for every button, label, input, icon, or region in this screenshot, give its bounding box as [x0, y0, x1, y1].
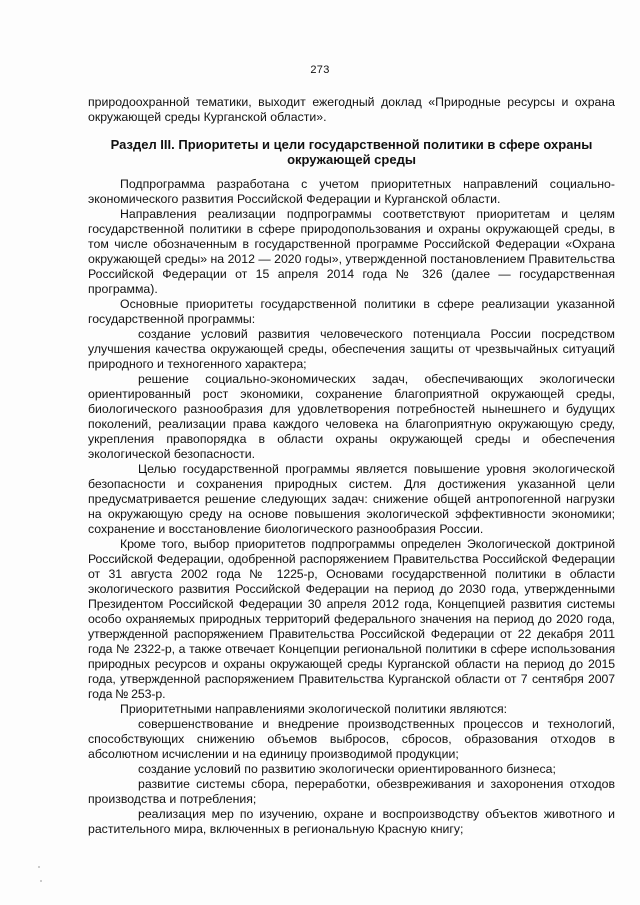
list-item-fauna-flora: реализация мер по изучению, охране и воспроизводству объектов животного и растительного мира, включенных в региональную Красную книгу;	[88, 807, 615, 836]
document-body	[88, 95, 615, 837]
page-number: 273	[310, 64, 330, 76]
list-item-human-potential: создание условий развития человеческого потенциала России посредством улучшения качества окружающей среды, обеспечения защиты от чрезвычайных ситуаций природного и техногенного характера;	[88, 327, 615, 371]
scan-speck	[40, 880, 42, 882]
paragraph-directions: Направления реализации подпрограммы соответствуют приоритетам и целям государственной политики в сфере природопользования и охраны окружающей среды, в том числе обозначенным в государственной программе Российской Федерации «Охрана окружающей среды» на 2012 — 2020 годы», утвержденной постановлением Правительства Российской Федерации от 15 апреля 2014 года № 326 (далее — государственная программа).	[88, 207, 615, 296]
paragraph-policy-directions: Приоритетными направлениями экологической политики являются:	[120, 702, 508, 716]
section-heading: Раздел III. Приоритеты и цели государственной политики в сфере охраны окружающей среды	[110, 137, 593, 167]
list-item-socio-economic: решение социально-экономических задач, обеспечивающих экологически ориентированный рост экономики, сохранение благоприятной окружающей среды, биологического разнообразия для удовлетворения потребностей нынешнего и будущих поколений, реализации права каждого человека на благоприятную окружающую среду, укрепления правопорядка в области охраны окружающей среды и обеспечения экологической безопасности.	[88, 372, 615, 461]
list-item-waste-system: развитие системы сбора, переработки, обезвреживания и захоронения отходов производства и потребления;	[88, 777, 615, 806]
list-item-eco-business: создание условий по развитию экологически ориентированного бизнеса;	[138, 762, 556, 776]
paragraph-program-goal: Целью государственной программы является повышение уровня экологической безопасности и сохранения природных систем. Для достижения указанной цели предусматривается решение следующих задач: снижение общей антропогенной нагрузки на окружающую среду на основе повышения экологической эффективности экономики; сохранение и восстановление биологического разнообразия России.	[88, 462, 615, 536]
paragraph-subprogram-basis: Подпрограмма разработана с учетом приоритетных направлений социально-экономического развития Российской Федерации и Курганской области.	[88, 177, 615, 206]
paragraph-priority-choice: Кроме того, выбор приоритетов подпрограммы определен Экологической доктриной Российской Федерации, одобренной распоряжением Правительства Российской Федерации от 31 августа 2002 года № 1225-р, Основами государственной политики в области экологического развития Российской Федерации на период до 2030 года, утвержденными Президентом Российской Федерации 30 апреля 2012 года, Концепцией развития системы особо охраняемых природных территорий федерального значения на период до 2020 года, утвержденной распоряжением Правительства Российской Федерации от 22 декабря 2011 года № 2322-р, а также отвечает Концепции региональной политики в сфере использования природных ресурсов и охраны окружающей среды Курганской области на период до 2015 года, утвержденной распоряжением Правительства Курганской области от 7 сентября 2007 года № 253-р.	[88, 537, 615, 701]
scan-speck	[38, 866, 40, 868]
paragraph-continuation: природоохранной тематики, выходит ежегодный доклад «Природные ресурсы и охрана окружающей среды Курганской области».	[88, 95, 615, 124]
list-item-technologies: совершенствование и внедрение производственных процессов и технологий, способствующих снижению объемов выбросов, сбросов, образования отходов в абсолютном исчислении и на единицу производимой продукции;	[88, 717, 615, 761]
paragraph-main-priorities: Основные приоритеты государственной политики в сфере реализации указанной государственной программы:	[88, 297, 615, 326]
